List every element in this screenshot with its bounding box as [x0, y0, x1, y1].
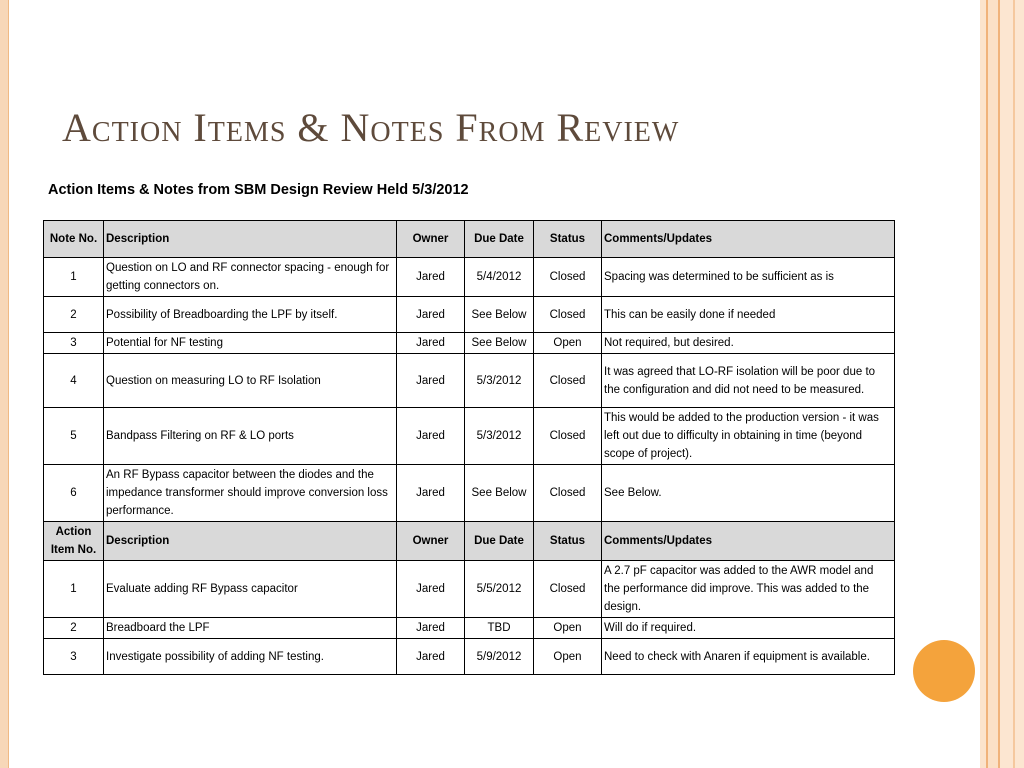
- right-stripe: [1000, 0, 1024, 768]
- cell-comments: This would be added to the production version - it was left out due to difficulty in obtaining in time (beyond scope of project).: [602, 408, 895, 465]
- header-description: Description: [104, 522, 397, 561]
- cell-status: Closed: [534, 297, 602, 333]
- cell-comments: This can be easily done if needed: [602, 297, 895, 333]
- cell-comments: It was agreed that LO-RF isolation will be poor due to the configuration and did not need to be measured.: [602, 354, 895, 408]
- cell-owner: Jared: [397, 618, 465, 639]
- left-border: [0, 0, 9, 768]
- cell-status: Closed: [534, 354, 602, 408]
- table-row: [44, 465, 895, 522]
- table-row: [44, 297, 895, 333]
- cell-due-date: See Below: [465, 333, 534, 354]
- cell-no: 3: [44, 639, 104, 675]
- cell-status: Open: [534, 639, 602, 675]
- cell-owner: Jared: [397, 333, 465, 354]
- cell-status: Closed: [534, 258, 602, 297]
- cell-due-date: 5/4/2012: [465, 258, 534, 297]
- header-action-item-no: Action Item No.: [44, 522, 104, 561]
- cell-no: 6: [44, 465, 104, 522]
- table-caption: Action Items & Notes from SBM Design Review Held 5/3/2012: [48, 182, 469, 198]
- header-description: Description: [104, 221, 397, 258]
- cell-description: Potential for NF testing: [104, 333, 397, 354]
- table-row: [44, 408, 895, 465]
- cell-no: 1: [44, 561, 104, 618]
- right-stripe: [1013, 0, 1015, 768]
- cell-comments: Will do if required.: [602, 618, 895, 639]
- cell-owner: Jared: [397, 465, 465, 522]
- cell-owner: Jared: [397, 639, 465, 675]
- decorative-circle: [913, 640, 975, 702]
- cell-no: 4: [44, 354, 104, 408]
- cell-comments: Spacing was determined to be sufficient as is: [602, 258, 895, 297]
- cell-due-date: See Below: [465, 465, 534, 522]
- cell-description: Investigate possibility of adding NF testing.: [104, 639, 397, 675]
- table-row: [44, 333, 895, 354]
- table-row: [44, 639, 895, 675]
- cell-no: 1: [44, 258, 104, 297]
- table-row: [44, 618, 895, 639]
- cell-status: Open: [534, 333, 602, 354]
- actions-header-row: [44, 522, 895, 561]
- cell-description: Question on measuring LO to RF Isolation: [104, 354, 397, 408]
- header-status: Status: [534, 522, 602, 561]
- cell-owner: Jared: [397, 561, 465, 618]
- cell-comments: A 2.7 pF capacitor was added to the AWR model and the performance did improve. This was added to the design.: [602, 561, 895, 618]
- cell-status: Closed: [534, 561, 602, 618]
- cell-no: 5: [44, 408, 104, 465]
- header-owner: Owner: [397, 221, 465, 258]
- cell-status: Closed: [534, 465, 602, 522]
- cell-owner: Jared: [397, 408, 465, 465]
- cell-due-date: See Below: [465, 297, 534, 333]
- header-owner: Owner: [397, 522, 465, 561]
- cell-description: Possibility of Breadboarding the LPF by itself.: [104, 297, 397, 333]
- cell-no: 3: [44, 333, 104, 354]
- cell-comments: Not required, but desired.: [602, 333, 895, 354]
- cell-due-date: 5/5/2012: [465, 561, 534, 618]
- cell-status: Closed: [534, 408, 602, 465]
- cell-due-date: 5/9/2012: [465, 639, 534, 675]
- cell-owner: Jared: [397, 258, 465, 297]
- review-table: [43, 220, 895, 675]
- header-note-no: Note No.: [44, 221, 104, 258]
- cell-comments: Need to check with Anaren if equipment is available.: [602, 639, 895, 675]
- cell-description: An RF Bypass capacitor between the diodes and the impedance transformer should improve conversion loss performance.: [104, 465, 397, 522]
- slide-title: Action Items & Notes From Review: [62, 105, 680, 150]
- cell-due-date: 5/3/2012: [465, 354, 534, 408]
- notes-header-row: [44, 221, 895, 258]
- cell-status: Open: [534, 618, 602, 639]
- cell-no: 2: [44, 618, 104, 639]
- cell-description: Breadboard the LPF: [104, 618, 397, 639]
- cell-owner: Jared: [397, 354, 465, 408]
- header-due-date: Due Date: [465, 221, 534, 258]
- table-row: [44, 354, 895, 408]
- cell-description: Question on LO and RF connector spacing - enough for getting connectors on.: [104, 258, 397, 297]
- header-due-date: Due Date: [465, 522, 534, 561]
- table-row: [44, 258, 895, 297]
- cell-description: Bandpass Filtering on RF & LO ports: [104, 408, 397, 465]
- cell-due-date: TBD: [465, 618, 534, 639]
- cell-description: Evaluate adding RF Bypass capacitor: [104, 561, 397, 618]
- right-stripe: [988, 0, 998, 768]
- header-status: Status: [534, 221, 602, 258]
- cell-due-date: 5/3/2012: [465, 408, 534, 465]
- cell-comments: See Below.: [602, 465, 895, 522]
- table-row: [44, 561, 895, 618]
- header-comments: Comments/Updates: [602, 221, 895, 258]
- cell-owner: Jared: [397, 297, 465, 333]
- cell-no: 2: [44, 297, 104, 333]
- header-comments: Comments/Updates: [602, 522, 895, 561]
